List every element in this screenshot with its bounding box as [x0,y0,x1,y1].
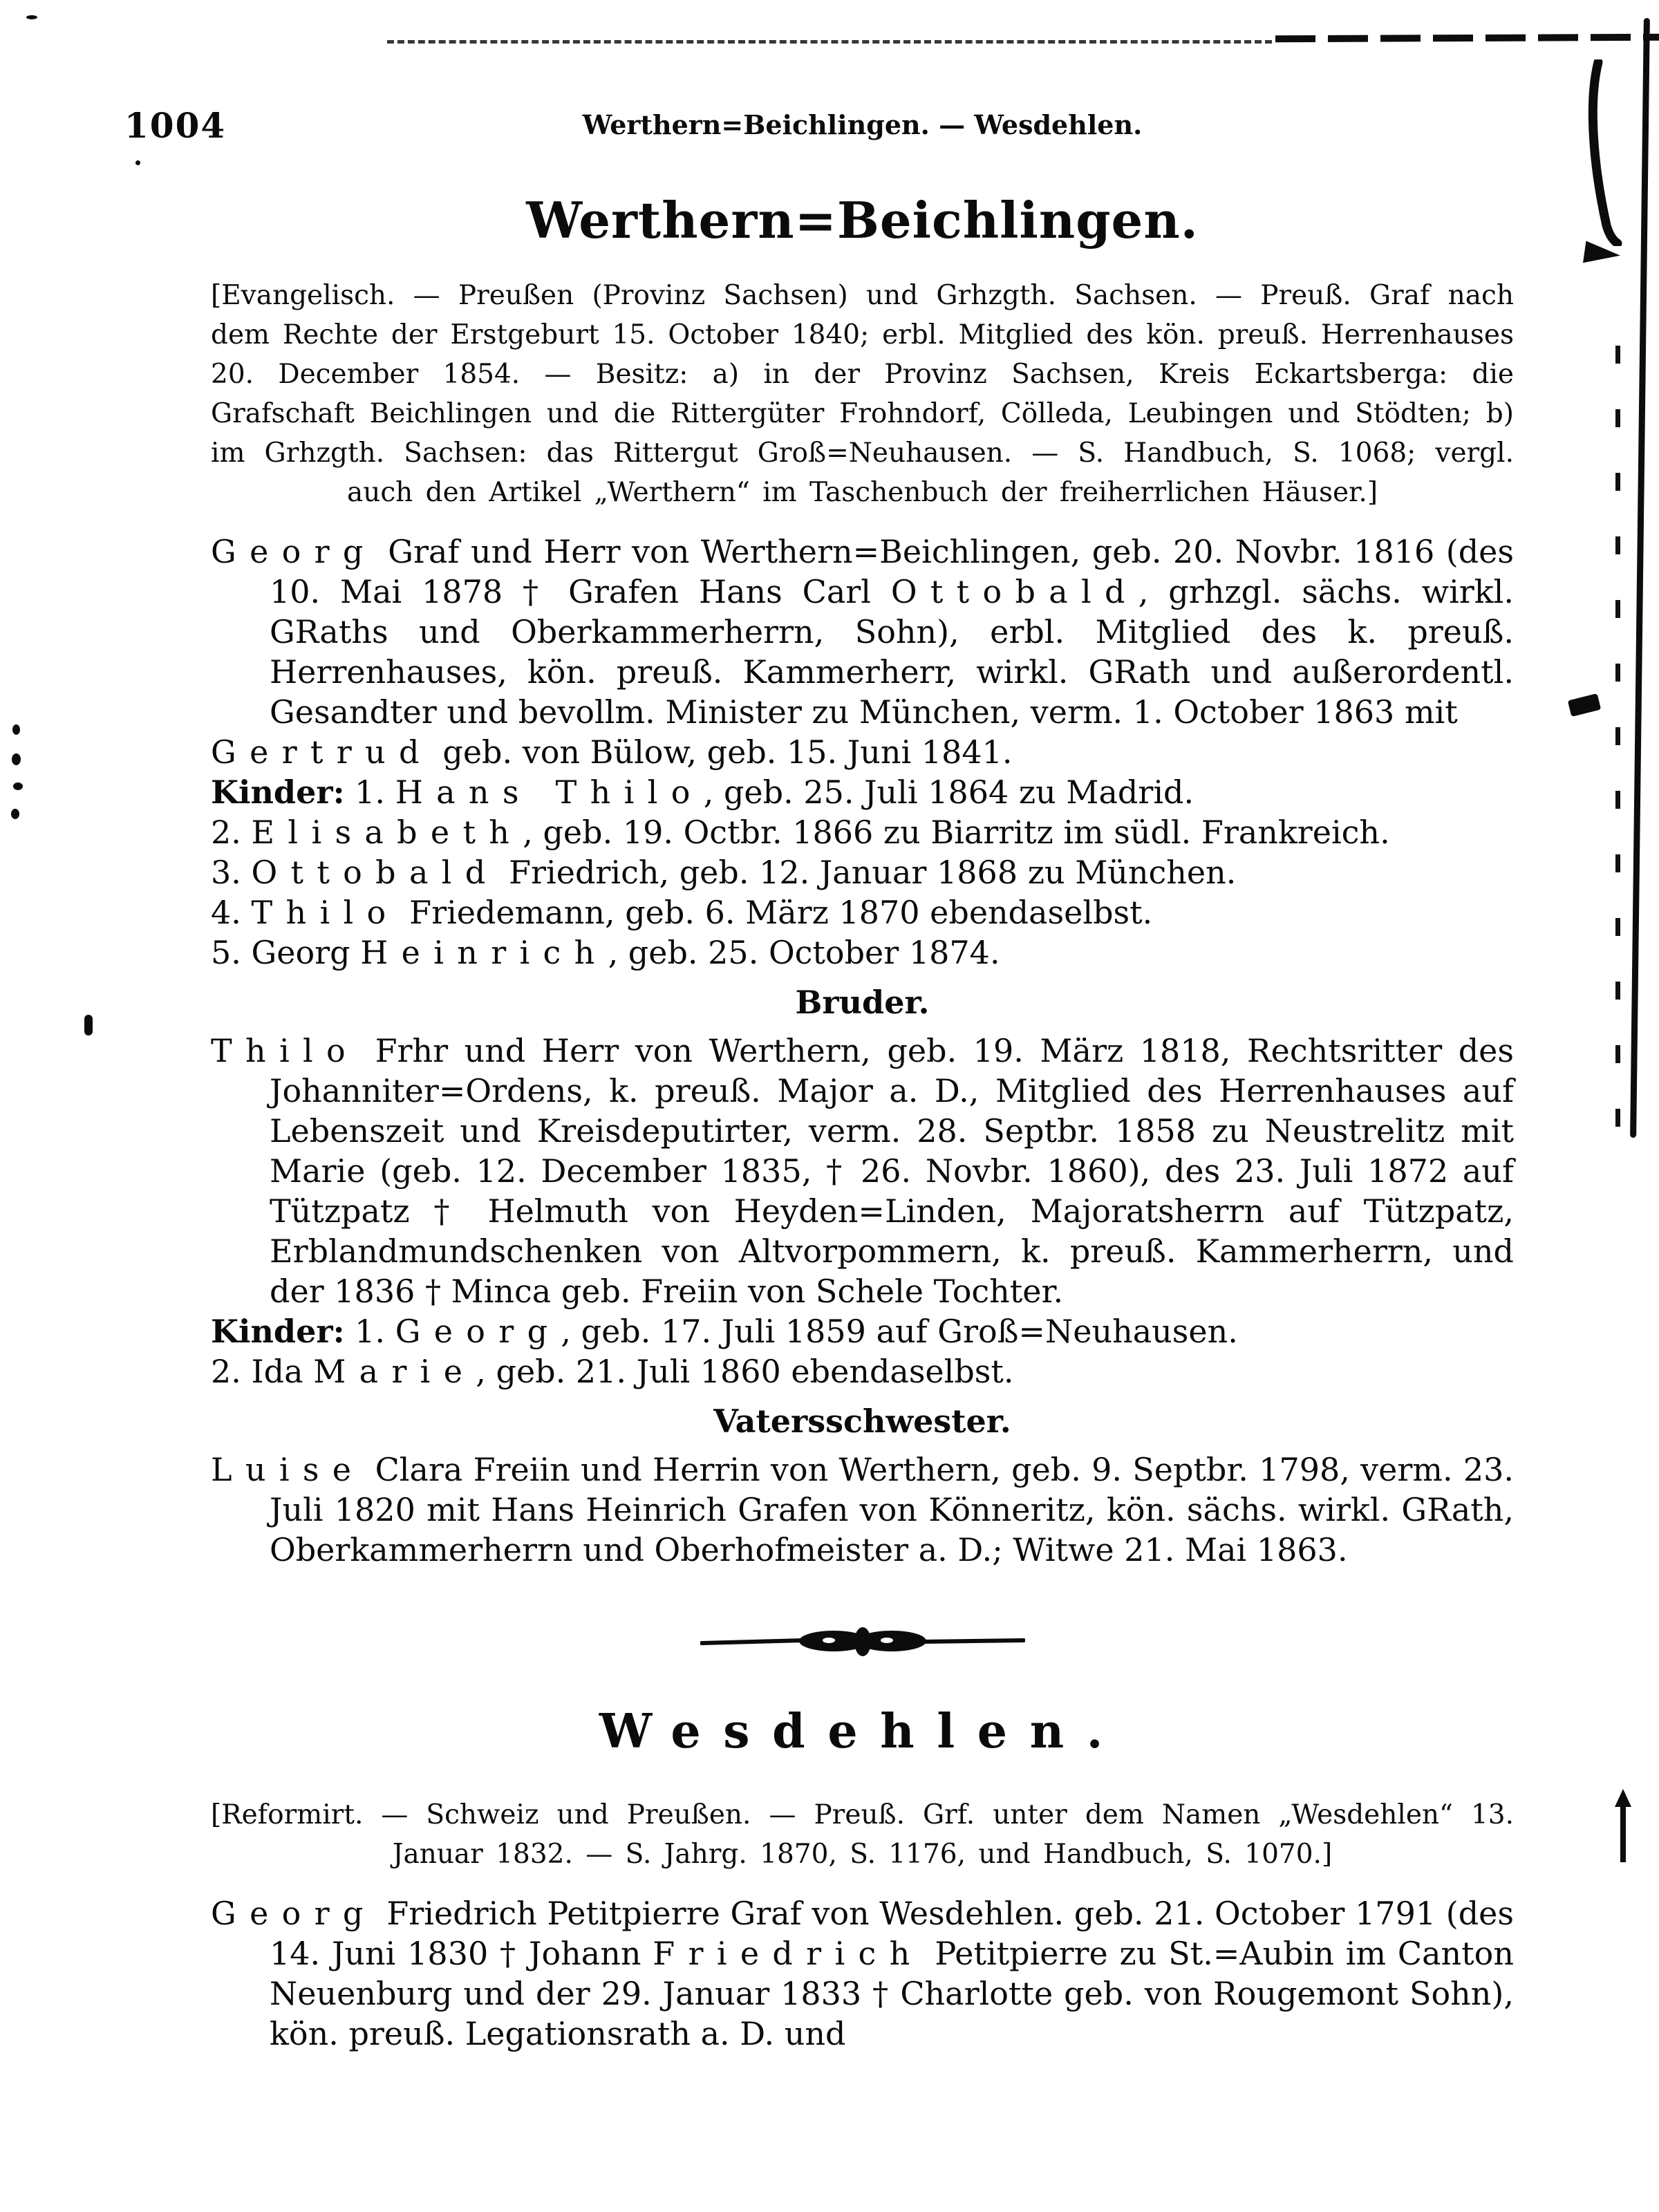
scan-artifact-right-edge-line [1630,18,1650,1138]
scan-artifact-speck [84,1015,93,1035]
section-divider-ornament [700,1624,1025,1660]
entry-thilo-frhr: Thilo Frhr und Herr von Werthern, geb. 19. März 1818, Rechtsritter des Johanniter=Ordens, k. preuß. Major a. D., Mitglied des Herrenhauses auf Lebenszeit und Kreisdeputirter, verm. 28. Septbr. 1858 zu Neustrelitz mit Marie (geb. 12. December 1835, † 26. Novbr. 1860), des 23. Juli 1872 auf Tützpatz † Helmuth von Heyden=Linden, Majoratsherrn auf Tützpatz, Erblandmundschenken von Altvorpommern, k. preuß. Kammerherrn, und der 1836 † Minca geb. Freiin von Schele Tochter. [211,1032,1514,1310]
running-header: Werthern=Beichlingen. — Wesdehlen. [582,109,1143,140]
scan-artifact-blob [1568,693,1601,717]
scan-artifact-lower-mark [1620,1803,1626,1862]
entry-georg-friedrich-petitpierre: Georg Friedrich Petitpierre Graf von Wesdehlen. geb. 21. October 1791 (des 14. Juni 1830 † Johann Friedrich Petitpierre zu St.=Aubin im Canton Neuenburg und der 29. Januar 1833 † Charlotte geb. von Rougemont Sohn), kön. preuß. Legationsrath a. D. und [211,1895,1514,2052]
section-title-wesdehlen: Wesdehlen. [599,1704,1126,1759]
entry-child-elisabeth: 2. Elisabeth, geb. 19. Octbr. 1866 zu Biarritz im südl. Frankreich. [211,814,1390,851]
section-intro-werthern: [Evangelisch. — Preußen (Provinz Sachsen) und Grhzgth. Sachsen. — Preuß. Graf nach dem Rechte der Erstgeburt 15. October 1840; erbl. Mitglied des kön. preuß. Herrenhauses 20. December 1854. — Besitz: a) in der Provinz Sachsen, Kreis Eckartsberga: die Grafschaft Beichlingen und die Rittergüter Frohndorf, Cölleda, Leubingen und Stödten; b) im Grhzgth. Sachsen: das Rittergut Groß=Neuhausen. — S. Handbuch, S. 1068; vergl. auch den Artikel „Werthern“ im Taschenbuch der freiherrlichen Häuser.] [211,280,1514,508]
entry-child-georg-heinrich: 5. Georg Heinrich, geb. 25. October 1874. [211,934,1000,971]
entry-gertrud: Gertrud geb. von Bülow, geb. 15. Juni 1841. [211,733,1013,771]
scan-artifact-speck [12,753,21,765]
entry-child-hans-thilo: Kinder: 1. Hans Thilo, geb. 25. Juli 1864 zu Madrid. [211,774,1194,811]
page-header [124,104,1514,149]
entry-georg-graf: Georg Graf und Herr von Werthern=Beichlingen, geb. 20. Novbr. 1816 (des 10. Mai 1878 † Grafen Hans Carl Ottobald, grhzgl. sächs. wirkl. GRaths und Oberkammerherrn, Sohn), erbl. Mitglied des k. preuß. Herrenhauses, kön. preuß. Kammerherr, wirkl. GRath und außerordentl. Gesandter und bevollm. Minister zu München, verm. 1. October 1863 mit [211,533,1514,731]
entry-brother-child-ida-marie: 2. Ida Marie, geb. 21. Juli 1860 ebendaselbst. [211,1353,1014,1390]
heading-vatersschwester: Vatersschwester. [713,1403,1011,1440]
scan-artifact-speck [26,15,37,19]
entry-luise-clara: Luise Clara Freiin und Herrin von Werthern, geb. 9. Septbr. 1798, verm. 23. Juli 1820 mit Hans Heinrich Grafen von Könneritz, kön. sächs. wirkl. GRath, Oberkammerherrn und Oberhofmeister a. D.; Witwe 21. Mai 1863. [211,1451,1514,1568]
scan-artifact-speck [11,809,19,819]
scan-artifact-hook-mark [1583,59,1631,246]
text-block [124,104,1514,2054]
entry-child-ottobald-friedrich: 3. Ottobald Friedrich, geb. 12. Januar 1868 zu München. [211,854,1237,891]
scan-artifact-arrow-blob [1583,241,1622,268]
entry-child-thilo-friedemann: 4. Thilo Friedemann, geb. 6. März 1870 ebendaselbst. [211,894,1153,931]
entry-brother-child-georg: Kinder: 1. Georg, geb. 17. Juli 1859 auf Groß=Neuhausen. [211,1313,1238,1350]
page-number: 1004 [124,105,227,146]
scan-artifact-top-bar [1275,34,1659,42]
scan-artifact-right-dashes [1615,346,1620,1134]
scan-artifact-speck [12,724,20,735]
section-intro-wesdehlen: [Reformirt. — Schweiz und Preußen. — Preuß. Grf. unter dem Namen „Wesdehlen“ 13. Januar 1832. — S. Jahrg. 1870, S. 1176, und Handbuch, S. 1070.] [211,1799,1514,1870]
scan-artifact-lower-mark-head [1615,1789,1631,1807]
heading-bruder: Bruder. [795,984,930,1021]
section-title-werthern-beichlingen: Werthern=Beichlingen. [526,191,1199,250]
scan-artifact-top-dotted-line [387,40,1272,44]
scan-artifact-speck [135,160,140,165]
scan-artifact-speck [13,782,23,790]
